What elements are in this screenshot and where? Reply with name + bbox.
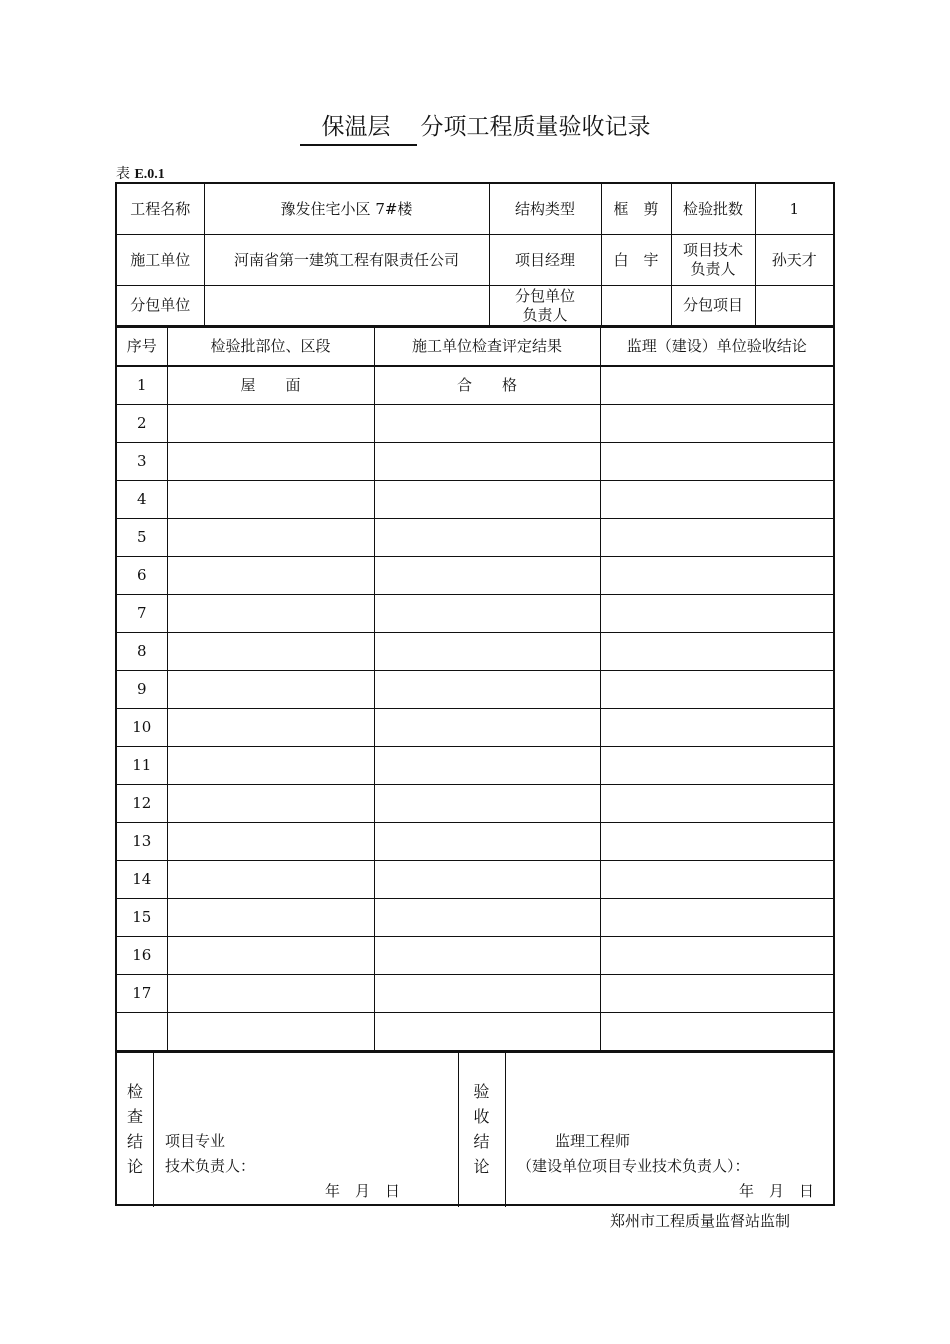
row-seq: 6 xyxy=(117,557,167,595)
table-row xyxy=(117,366,833,405)
row-location xyxy=(167,633,374,671)
acceptance-line1: 监理工程师 xyxy=(555,1132,631,1150)
acceptance-label-char: 收 xyxy=(473,1107,490,1126)
row-conclusion xyxy=(600,405,833,443)
table-row xyxy=(117,975,833,1013)
row-result: 合 格 xyxy=(374,366,600,405)
acceptance-label-char: 结 xyxy=(473,1132,490,1151)
row-result xyxy=(374,671,600,709)
row-conclusion xyxy=(600,443,833,481)
row-location xyxy=(167,937,374,975)
row-location xyxy=(167,747,374,785)
inspection-label-char: 论 xyxy=(126,1157,143,1176)
sub-item-value xyxy=(755,286,833,326)
acceptance-label xyxy=(458,1053,505,1207)
row-conclusion xyxy=(600,785,833,823)
contractor-label: 施工单位 xyxy=(117,235,204,286)
project-manager-value: 白 宇 xyxy=(601,235,671,286)
subcontractor-value xyxy=(204,286,489,326)
info-row-project xyxy=(117,184,833,235)
tech-lead-label: 项目技术负责人 xyxy=(671,235,755,286)
sub-item-label: 分包项目 xyxy=(671,286,755,326)
table-row xyxy=(117,785,833,823)
row-location xyxy=(167,443,374,481)
row-seq: 8 xyxy=(117,633,167,671)
row-result xyxy=(374,937,600,975)
table-row xyxy=(117,443,833,481)
page-title xyxy=(0,108,950,146)
row-seq: 14 xyxy=(117,861,167,899)
row-conclusion xyxy=(600,671,833,709)
row-result xyxy=(374,861,600,899)
row-result xyxy=(374,823,600,861)
row-conclusion xyxy=(600,899,833,937)
row-result xyxy=(374,747,600,785)
table-row xyxy=(117,709,833,747)
row-seq: 15 xyxy=(117,899,167,937)
batch-count-value: 1 xyxy=(755,184,833,235)
row-result xyxy=(374,899,600,937)
col-seq-header: 序号 xyxy=(117,327,167,366)
table-row xyxy=(117,557,833,595)
row-location xyxy=(167,823,374,861)
table-row xyxy=(117,481,833,519)
row-seq: 11 xyxy=(117,747,167,785)
row-seq: 13 xyxy=(117,823,167,861)
row-seq xyxy=(117,1013,167,1051)
batch-table xyxy=(117,326,833,1051)
row-seq: 1 xyxy=(117,366,167,405)
row-result xyxy=(374,443,600,481)
divider xyxy=(153,1053,154,1207)
table-code: E.0.1 xyxy=(134,167,165,182)
row-seq: 4 xyxy=(117,481,167,519)
signature-section xyxy=(117,1051,833,1207)
inspection-label-char: 检 xyxy=(126,1082,143,1101)
row-seq: 16 xyxy=(117,937,167,975)
row-result xyxy=(374,557,600,595)
structure-type-value: 框 剪 xyxy=(601,184,671,235)
row-location xyxy=(167,899,374,937)
structure-type-label: 结构类型 xyxy=(489,184,601,235)
row-location xyxy=(167,595,374,633)
footer-issuer: 郑州市工程质量监督站监制 xyxy=(610,1212,791,1230)
divider xyxy=(505,1053,506,1207)
contractor-value: 河南省第一建筑工程有限责任公司 xyxy=(204,235,489,286)
row-location xyxy=(167,975,374,1013)
row-seq: 5 xyxy=(117,519,167,557)
inspection-label-char: 查 xyxy=(126,1107,143,1126)
row-conclusion xyxy=(600,366,833,405)
row-location xyxy=(167,405,374,443)
table-number xyxy=(116,163,165,183)
project-manager-label: 项目经理 xyxy=(489,235,601,286)
record-form xyxy=(115,182,835,1206)
row-location xyxy=(167,557,374,595)
inspection-signer xyxy=(165,1129,255,1179)
row-location xyxy=(167,1013,374,1051)
row-conclusion xyxy=(600,709,833,747)
inspection-line1: 项目专业 xyxy=(165,1132,226,1150)
inspection-line2: 技术负责人： xyxy=(165,1157,256,1175)
row-location xyxy=(167,481,374,519)
row-result xyxy=(374,1013,600,1051)
row-conclusion xyxy=(600,1013,833,1051)
row-location xyxy=(167,671,374,709)
row-location xyxy=(167,709,374,747)
project-name-label: 工程名称 xyxy=(117,184,204,235)
info-row-subcontractor xyxy=(117,286,833,326)
row-conclusion xyxy=(600,557,833,595)
table-row xyxy=(117,823,833,861)
acceptance-date: 年 月 日 xyxy=(739,1182,815,1200)
row-result xyxy=(374,975,600,1013)
row-conclusion xyxy=(600,823,833,861)
col-result-header: 施工单位检查评定结果 xyxy=(374,327,600,366)
row-result xyxy=(374,709,600,747)
table-row xyxy=(117,937,833,975)
row-conclusion xyxy=(600,519,833,557)
row-conclusion xyxy=(600,633,833,671)
title-text: 分项工程质量验收记录 xyxy=(420,114,651,140)
table-row xyxy=(117,595,833,633)
sub-lead-value xyxy=(601,286,671,326)
row-location xyxy=(167,519,374,557)
table-row xyxy=(117,671,833,709)
table-prefix: 表 xyxy=(116,166,130,182)
info-table xyxy=(117,184,833,326)
table-row xyxy=(117,519,833,557)
row-result xyxy=(374,633,600,671)
sub-lead-label: 分包单位负责人 xyxy=(489,286,601,326)
inspection-label-char: 结 xyxy=(126,1132,143,1151)
row-seq: 10 xyxy=(117,709,167,747)
acceptance-label-char: 论 xyxy=(473,1157,490,1176)
inspection-date: 年 月 日 xyxy=(325,1182,401,1200)
title-subject: 保温层 xyxy=(300,108,417,146)
row-result xyxy=(374,481,600,519)
row-location xyxy=(167,785,374,823)
row-seq: 7 xyxy=(117,595,167,633)
row-result xyxy=(374,785,600,823)
row-location xyxy=(167,861,374,899)
col-conclusion-header: 监理（建设）单位验收结论 xyxy=(600,327,833,366)
col-location-header: 检验批部位、区段 xyxy=(167,327,374,366)
row-seq: 17 xyxy=(117,975,167,1013)
tech-lead-value: 孙天才 xyxy=(755,235,833,286)
row-conclusion xyxy=(600,937,833,975)
row-result xyxy=(374,519,600,557)
table-row xyxy=(117,633,833,671)
row-conclusion xyxy=(600,861,833,899)
row-result xyxy=(374,595,600,633)
row-location: 屋 面 xyxy=(167,366,374,405)
row-conclusion xyxy=(600,975,833,1013)
row-seq: 9 xyxy=(117,671,167,709)
table-row xyxy=(117,899,833,937)
row-seq: 2 xyxy=(117,405,167,443)
project-name-value: 豫发住宅小区 7#楼 xyxy=(204,184,489,235)
row-conclusion xyxy=(600,595,833,633)
subcontractor-label: 分包单位 xyxy=(117,286,204,326)
acceptance-line2: （建设单位项目专业技术负责人）： xyxy=(517,1157,750,1175)
table-row xyxy=(117,747,833,785)
table-row xyxy=(117,861,833,899)
row-conclusion xyxy=(600,747,833,785)
inspection-label xyxy=(117,1053,153,1207)
row-conclusion xyxy=(600,481,833,519)
acceptance-signer xyxy=(517,1129,750,1179)
batch-header-row xyxy=(117,327,833,366)
row-result xyxy=(374,405,600,443)
info-row-contractor xyxy=(117,235,833,286)
table-row xyxy=(117,1013,833,1051)
table-row xyxy=(117,405,833,443)
batch-count-label: 检验批数 xyxy=(671,184,755,235)
row-seq: 12 xyxy=(117,785,167,823)
acceptance-label-char: 验 xyxy=(473,1082,490,1101)
row-seq: 3 xyxy=(117,443,167,481)
